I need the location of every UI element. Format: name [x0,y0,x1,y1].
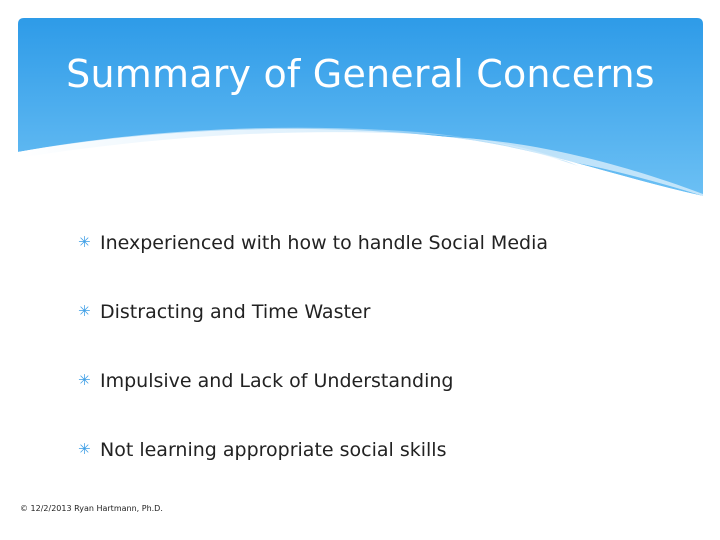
footer-copyright: © 12/2/2013 Ryan Hartmann, Ph.D. [20,504,163,513]
asterisk-icon: ✳ [78,371,91,389]
header-banner [18,18,703,198]
asterisk-icon: ✳ [78,440,91,458]
bullet-text: Inexperienced with how to handle Social Media [100,231,548,254]
bullet-list [78,208,698,484]
bullet-item [78,208,698,277]
bullet-item [78,415,698,484]
bullet-item [78,277,698,346]
bullet-text: Distracting and Time Waster [100,300,371,323]
bullet-text: Not learning appropriate social skills [100,438,447,461]
bullet-item [78,346,698,415]
header-wave-graphic [18,18,703,198]
asterisk-icon: ✳ [78,233,91,251]
slide-title: Summary of General Concerns [66,52,655,96]
bullet-text: Impulsive and Lack of Understanding [100,369,454,392]
asterisk-icon: ✳ [78,302,91,320]
